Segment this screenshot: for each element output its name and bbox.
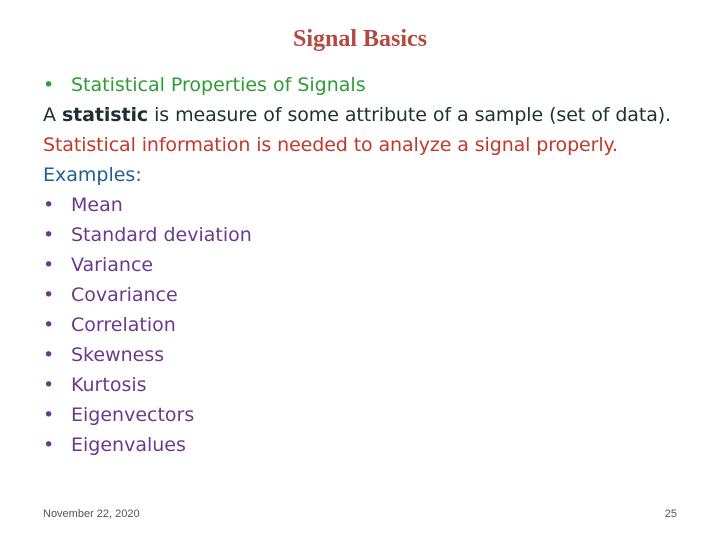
heading-text: Statistical Properties of Signals — [71, 74, 366, 96]
examples-label: Examples: — [43, 164, 142, 186]
list-item-label: Variance — [71, 254, 154, 276]
list-item-label: Eigenvalues — [71, 434, 186, 456]
list-item-label: Covariance — [71, 284, 178, 306]
list-item — [43, 220, 671, 250]
bullet-icon: • — [43, 194, 55, 216]
bullet-icon: • — [43, 374, 55, 396]
list-item — [43, 370, 671, 400]
paragraph-part1: A — [43, 104, 62, 126]
slide-content — [43, 70, 671, 460]
list-item-label: Eigenvectors — [71, 404, 195, 426]
page-number: 25 — [664, 508, 677, 520]
bullet-icon: • — [43, 284, 55, 306]
list-item — [43, 280, 671, 310]
list-item-label: Kurtosis — [71, 374, 147, 396]
section-heading — [43, 70, 671, 100]
list-item — [43, 310, 671, 340]
bullet-icon: • — [43, 344, 55, 366]
bullet-icon: • — [43, 74, 55, 96]
list-item-label: Mean — [71, 194, 123, 216]
list-item-label: Standard deviation — [71, 224, 252, 246]
bullet-icon: • — [43, 434, 55, 456]
examples-list — [43, 190, 671, 460]
statistic-term: statistic — [61, 104, 149, 126]
footer-date: November 22, 2020 — [43, 508, 140, 520]
list-item — [43, 340, 671, 370]
bullet-icon: • — [43, 314, 55, 336]
list-item-label: Correlation — [71, 314, 176, 336]
list-item-label: Skewness — [71, 344, 165, 366]
paragraph-part3: Statistical information is needed to analyze a signal properly. — [43, 134, 618, 156]
paragraph-part2: is measure of some attribute of a sample (set of data). — [148, 104, 671, 126]
bullet-icon: • — [43, 254, 55, 276]
bullet-icon: • — [43, 404, 55, 426]
list-item — [43, 250, 671, 280]
list-item — [43, 400, 671, 430]
intro-paragraph — [43, 100, 671, 160]
list-item — [43, 190, 671, 220]
bullet-icon: • — [43, 224, 55, 246]
list-item — [43, 430, 671, 460]
slide-title: Signal Basics — [292, 26, 428, 52]
